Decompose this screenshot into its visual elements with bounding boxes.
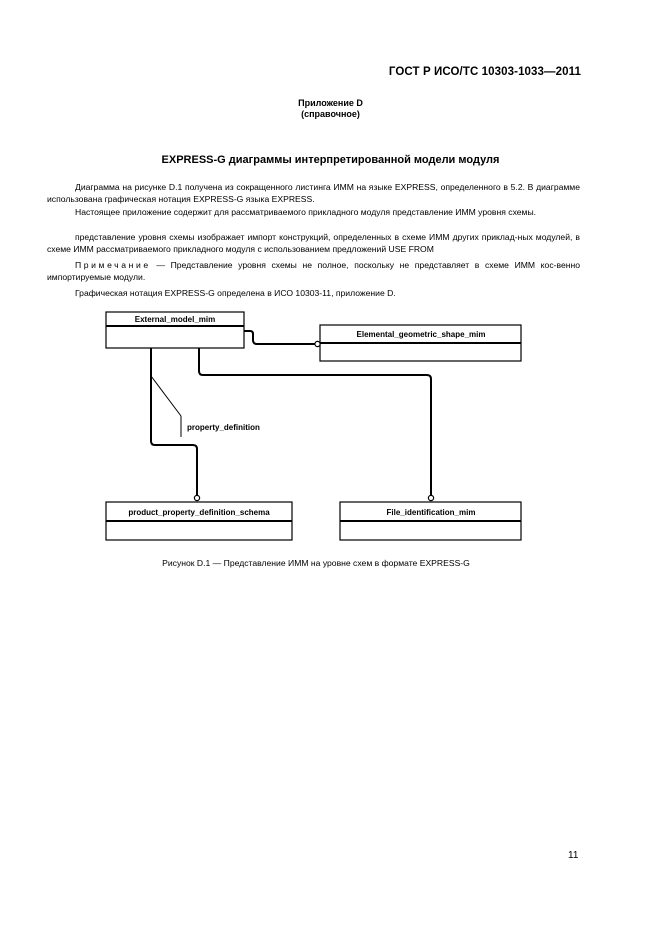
note-paragraph: [47, 260, 580, 283]
annex-title: [0, 98, 661, 120]
express-g-diagram: [0, 300, 661, 550]
schema-label-product: product_property_definition_schema: [128, 508, 270, 517]
paragraph-schema-level: представление уровня схемы изображает импорт конструкций, определенных в схеме ИММ других приклад-ных модулей, в схеме ИММ рассматриваемого прикладного модуля с использованием предложений USE FROM: [47, 232, 580, 254]
annex-name: Приложение D: [298, 98, 363, 108]
relation-line-product: [151, 348, 197, 495]
schema-label-elemental: Elemental_geometric_shape_mim: [356, 330, 486, 339]
relation-line-file: [199, 348, 431, 495]
schema-box-product-property-definition-schema: [106, 502, 292, 540]
paragraph-annex-content: Настоящее приложение содержит для рассматриваемого прикладного модуля представление ИММ уровня схемы.: [75, 207, 537, 217]
figure-caption: Рисунок D.1 — Представление ИММ на уровне схем в формате EXPRESS-G: [162, 558, 470, 568]
note-label: Примечание: [75, 260, 151, 270]
standard-code-header: ГОСТ Р ИСО/ТС 10303-1033—2011: [388, 66, 581, 78]
annex-type: (справочное): [301, 109, 360, 119]
page-number: 11: [568, 850, 579, 861]
schema-box-file-identification-mim: [340, 502, 521, 540]
relation-end-circle-file: [428, 495, 433, 500]
note-text: — Представление уровня схемы не полное, поскольку не представляет в схеме ИММ кос-венно импортируемые модули.: [47, 260, 580, 282]
relation-end-circle-product: [194, 495, 199, 500]
paragraph-notation: Графическая нотация EXPRESS-G определена в ИСО 10303-11, приложение D.: [75, 288, 396, 298]
schema-label-file: File_identification_mim: [386, 508, 476, 517]
section-heading: EXPRESS-G диаграммы интерпретированной модели модуля: [161, 154, 500, 166]
relation-end-circle-elemental: [315, 341, 320, 346]
relation-line-elemental: [244, 331, 315, 344]
schema-box-external-model-mim: [106, 312, 244, 348]
schema-box-elemental-geometric-shape-mim: [320, 325, 521, 361]
schema-label-external: External_model_mim: [134, 315, 216, 324]
relation-label-leader: [151, 376, 181, 416]
paragraph-diagram-origin: Диаграмма на рисунке D.1 получена из сокращенного листинга ИММ на языке EXPRESS, определенного в 5.2. В диаграмме использована графическая нотация EXPRESS-G языка EXPRESS.: [47, 182, 580, 204]
relation-label: property_definition: [187, 423, 260, 432]
